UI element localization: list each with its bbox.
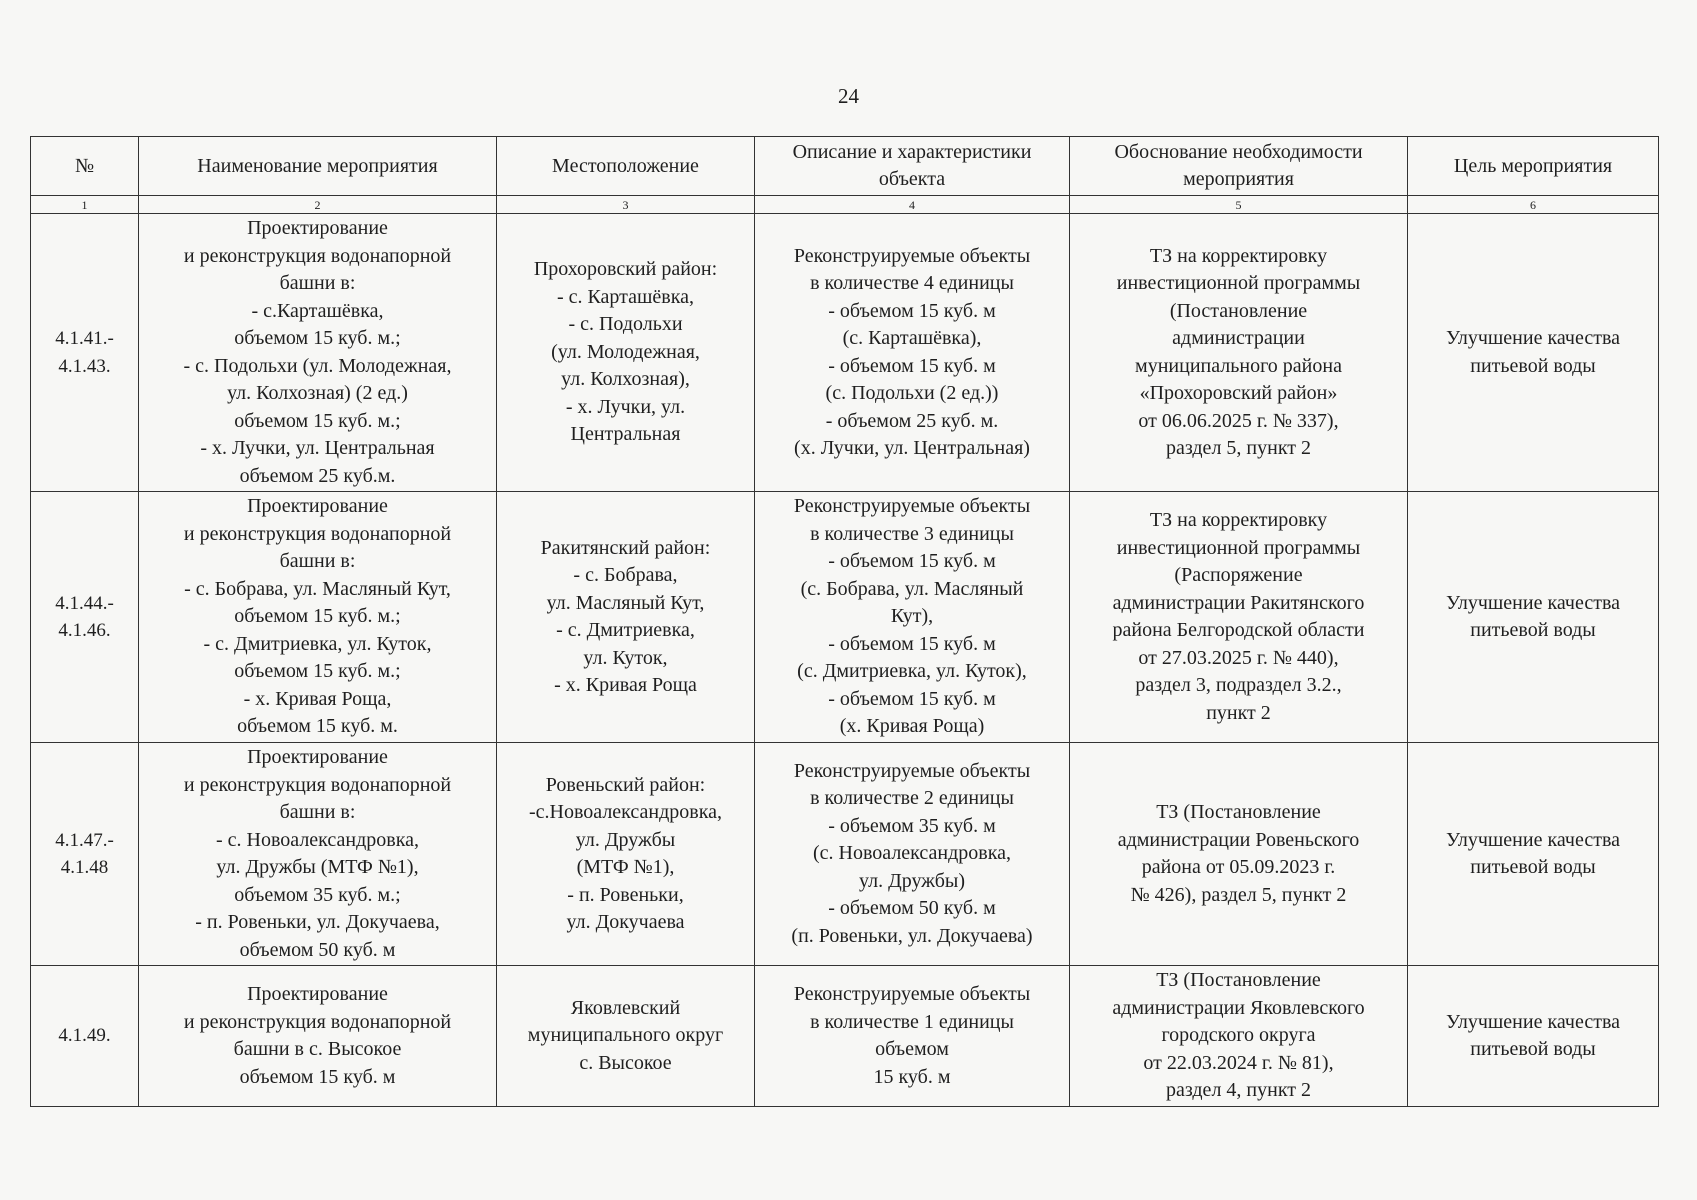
column-number: 2 — [139, 196, 497, 214]
column-number: 1 — [31, 196, 139, 214]
cell-description: Реконструируемые объекты в количестве 3 единицы - объемом 15 куб. м (с. Бобрава, ул. Масляный Кут), - объемом 15 куб. м (с. Дмитриевка, ул. Куток), - объемом 15 куб. м (х. Кривая Роща) — [755, 492, 1070, 743]
cell-justification: ТЗ на корректировку инвестиционной программы (Постановление администрации муниципального района «Прохоровский район» от 06.06.2025 г. № 337), раздел 5, пункт 2 — [1070, 214, 1408, 492]
column-number: 3 — [497, 196, 755, 214]
table-row — [31, 743, 1659, 966]
cell-description: Реконструируемые объекты в количестве 4 единицы - объемом 15 куб. м (с. Карташёвка), - объемом 15 куб. м (с. Подольхи (2 ед.)) - объемом 25 куб. м. (х. Лучки, ул. Центральная) — [755, 214, 1070, 492]
cell-location: Прохоровский район: - с. Карташёвка, - с. Подольхи (ул. Молодежная, ул. Колхозная), - х. Лучки, ул. Центральная — [497, 214, 755, 492]
header-description: Описание и характеристики объекта — [755, 137, 1070, 196]
header-row — [31, 137, 1659, 196]
cell-name: Проектирование и реконструкция водонапорной башни в: - с. Бобрава, ул. Масляный Кут, объемом 15 куб. м.; - с. Дмитриевка, ул. Куток, объемом 15 куб. м.; - х. Кривая Роща, объемом 15 куб. м. — [139, 492, 497, 743]
header-name: Наименование мероприятия — [139, 137, 497, 196]
cell-justification: ТЗ (Постановление администрации Яковлевского городского округа от 22.03.2024 г. № 81), раздел 4, пункт 2 — [1070, 966, 1408, 1107]
cell-goal: Улучшение качества питьевой воды — [1408, 492, 1659, 743]
column-number: 5 — [1070, 196, 1408, 214]
cell-description: Реконструируемые объекты в количестве 2 единицы - объемом 35 куб. м (с. Новоалександровка, ул. Дружбы) - объемом 50 куб. м (п. Ровеньки, ул. Докучаева) — [755, 743, 1070, 966]
header-location: Местоположение — [497, 137, 755, 196]
cell-num: 4.1.49. — [31, 966, 139, 1107]
cell-justification: ТЗ на корректировку инвестиционной программы (Распоряжение администрации Ракитянского района Белгородской области от 27.03.2025 г. № 440), раздел 3, подраздел 3.2., пункт 2 — [1070, 492, 1408, 743]
cell-goal: Улучшение качества питьевой воды — [1408, 966, 1659, 1107]
cell-num: 4.1.47.- 4.1.48 — [31, 743, 139, 966]
cell-name: Проектирование и реконструкция водонапорной башни в: - с. Новоалександровка, ул. Дружбы (МТФ №1), объемом 35 куб. м.; - п. Ровеньки, ул. Докучаева, объемом 50 куб. м — [139, 743, 497, 966]
table-row — [31, 966, 1659, 1107]
header-goal: Цель мероприятия — [1408, 137, 1659, 196]
column-number-row — [31, 196, 1659, 214]
header-num: № — [31, 137, 139, 196]
cell-location: Ровеньский район: -с.Новоалександровка, ул. Дружбы (МТФ №1), - п. Ровеньки, ул. Докучаева — [497, 743, 755, 966]
cell-goal: Улучшение качества питьевой воды — [1408, 214, 1659, 492]
column-number: 4 — [755, 196, 1070, 214]
cell-num: 4.1.41.- 4.1.43. — [31, 214, 139, 492]
cell-location: Яковлевский муниципального округ с. Высокое — [497, 966, 755, 1107]
cell-num: 4.1.44.- 4.1.46. — [31, 492, 139, 743]
table-row — [31, 492, 1659, 743]
cell-name: Проектирование и реконструкция водонапорной башни в: - с.Карташёвка, объемом 15 куб. м.; - с. Подольхи (ул. Молодежная, ул. Колхозная) (2 ед.) объемом 15 куб. м.; - х. Лучки, ул. Центральная объемом 25 куб.м. — [139, 214, 497, 492]
measures-table — [30, 136, 1659, 1107]
table-row — [31, 214, 1659, 492]
header-justification: Обоснование необходимости мероприятия — [1070, 137, 1408, 196]
page-number: 24 — [838, 84, 859, 108]
cell-goal: Улучшение качества питьевой воды — [1408, 743, 1659, 966]
cell-justification: ТЗ (Постановление администрации Ровеньского района от 05.09.2023 г. № 426), раздел 5, пункт 2 — [1070, 743, 1408, 966]
cell-description: Реконструируемые объекты в количестве 1 единицы объемом 15 куб. м — [755, 966, 1070, 1107]
column-number: 6 — [1408, 196, 1659, 214]
cell-location: Ракитянский район: - с. Бобрава, ул. Масляный Кут, - с. Дмитриевка, ул. Куток, - х. Кривая Роща — [497, 492, 755, 743]
cell-name: Проектирование и реконструкция водонапорной башни в с. Высокое объемом 15 куб. м — [139, 966, 497, 1107]
